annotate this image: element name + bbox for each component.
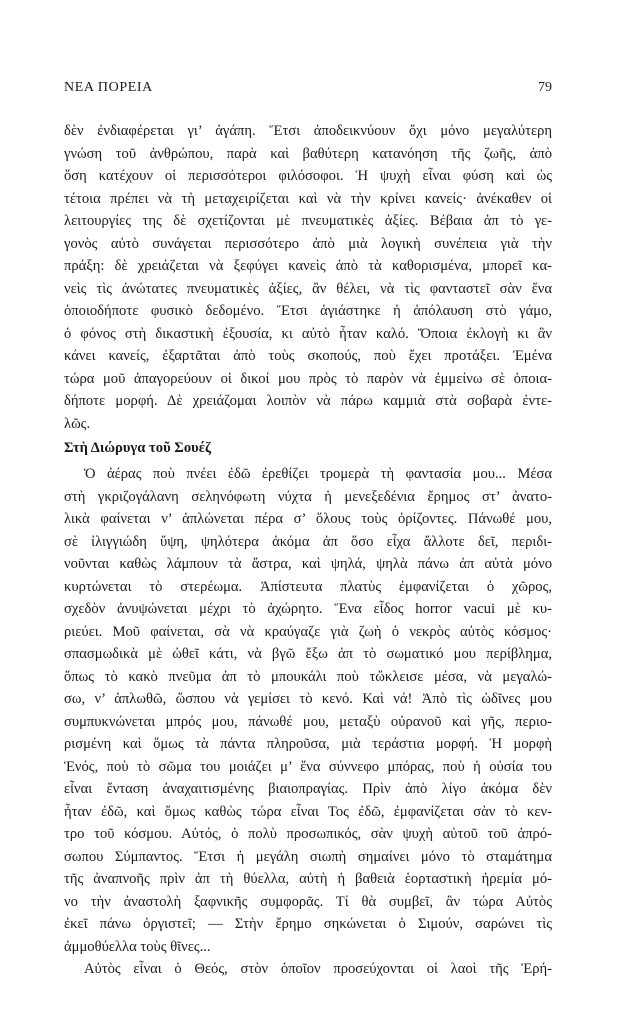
text-line: νοῦνται καθὼς λάμπουν τὰ ἄστρα, καὶ ψηλά, ψηλὰ πάνω ἀπ αὐτὰ μόνο [64,556,552,572]
text-line: τῆς ἀναπνοῆς πρὶν ἀπ τὴ θύελλα, αὐτὴ ἡ βαθειὰ ἑορταστικὴ ἠρεμία μό- [64,871,552,887]
running-title: ΝΕΑ ΠΟΡΕΙΑ [64,80,153,95]
text-line: σωπου Σύμπαντος. Ἔτσι ἡ μεγάλη σιωπὴ σημαίνει μόνο τὸ σταμάτημα [64,848,552,865]
text-line: νο τὴν ἀναστολὴ ξαφνικῆς συμφορᾶς. Τί θὰ συμβεῖ, ἂν τώρα Αὐτὸς [64,893,552,910]
text-line: ὁ φόνος στὴ δικαστικὴ ἐξουσία, κι αὐτὸ ἦταν καλό. Ὅποια ἐκλογὴ κι ἂν [64,325,552,342]
text-line: ἐκεῖ πάνω ὀργιστεῖ; — Στὴν ἔρημο σηκώνεται ὁ Σιμούν, σαρώνει τὶς [64,916,552,932]
page-number: 79 [538,80,552,95]
paragraph-2 [64,463,552,958]
text-line: ὅπως τὸ κακὸ πνεῦμα ἀπ τὸ μπουκάλι ποὺ τὤκλεισε μέσα, νὰ μεγαλώ- [64,668,552,685]
text-line: ἀμμοθύελλα τοὺς θῖνες... [64,938,211,955]
text-line: πράξη: δὲ χρειάζεται νὰ ξεφύγει κανεὶς ἀπὸ τὰ καθορισμένα, μπορεῖ κα- [64,258,552,274]
text-line: δὲν ἐνδιαφέρεται γι’ ἀγάπη. Ἔτσι ἀποδεικνύουν ὄχι μόνο μεγαλύτερη [64,123,552,139]
text-line: Ἑνός, ποὺ τὸ σῶμα του μοιάζει μ’ ἕνα σύννεφο μπόρας, ποὺ ἡ οὐσία του [64,758,552,775]
text-line: Αὐτὸς εἶναι ὁ Θεός, στὸν ὁποῖον προσεύχονται οἱ λαοὶ τῆς Ἐρή- [84,961,552,977]
paragraph-3 [64,958,552,981]
text-line: λικὰ φαίνεται ν’ ἁπλώνεται πέρα σ’ ὅλους τοὺς ὁρίζοντες. Πάνωθέ μου, [64,511,552,527]
paragraph-1 [64,120,552,435]
text-line: κάνει κανείς, ἐξαρτᾶται ἀπὸ τοὺς σκοπούς, ποὺ ἔχει προτάξει. Ἐμένα [64,348,552,364]
text-line: γονὸς αὐτὸ συνάγεται περισσότερο ἀπὸ μιὰ λογικὴ συνέπεια γιὰ τὴν [64,235,552,252]
text-line: σχεδὸν ἀνυψώνεται μέχρι τὸ ἀχώρητο. Ἕνα εἶδος horror vacui μὲ κυ- [64,601,552,617]
text-line: ἦταν ἐδῶ, καὶ ὅμως καθὼς τώρα εἶναι Τος ἐδῶ, ἐμφανίζεται σὰν τὸ κεν- [64,803,552,820]
text-line: ρισμένη καὶ ὅμως τὰ πάντα πληροῦσα, μιὰ τεράστια μορφή. Ἡ μορφὴ [64,736,552,752]
text-line: ριεύει. Μοῦ φαίνεται, σὰ νὰ κραύγαζε γιὰ ζωὴ ὁ νεκρὸς αὐτὸς κόσμος· [64,623,552,640]
text-line: τέτοια πρέπει νὰ τὴ μεταχειρίζεται καὶ νὰ τὴν κρίνει κανείς· ἀνέκαθεν οἱ [64,190,552,207]
section-heading: Στὴ Διώρυγα τοῦ Σουέζ [64,440,211,456]
text-line: λειτουργίες της δὲ σχετίζονται μὲ πνευματικὲς ἀξίες. Βέβαια ἀπ τὸ γε- [64,213,552,229]
running-header [64,80,552,100]
text-line: σὲ ἰλιγγιώδη ὕψη, ψηλότερα ἀκόμα ἀπ ὅσο εἶχα ἄλλοτε δεῖ, περιδι- [64,533,552,550]
text-line: σπασμωδικὰ μὲ ὠθεῖ κάτι, νὰ βγῶ ἔξω ἀπ τὸ σωματικό μου περίβλημα, [64,646,552,662]
text-line: ὅση κατέχουν οἱ περισσότεροι φιλόσοφοι. Ἡ ψυχὴ εἶναι φύση καὶ ὡς [64,168,552,184]
text-line: κυρτώνεται τὸ στερέωμα. Ἀπίστευτα πλατὺς ἐμφανίζεται ὁ χῶρος, [64,578,552,595]
text-line: εἶναι ἔνταση ἀναχαιτισμένης βιαιοπραγίας. Πρὶν ἀπὸ λίγο ἀκόμα δὲν [64,781,552,797]
text-line: ὁποιοδήποτε φυσικὸ δεδομένο. Ἔτσι ἁγιάστηκε ἡ ἀπόλαυση στὸ γάμο, [64,303,552,319]
text-line: στὴ γκριζογάλανη σεληνόφωτη νύχτα ἡ μενεξεδένια ἔρημος στ’ ἀνατο- [64,488,552,505]
text-line: τρο τοῦ κόσμου. Αὐτός, ὁ πολὺ προσωπικός, σὰν ψυχὴ αὐτοῦ τοῦ ἀπρό- [64,826,552,842]
text-line: λῶς. [64,415,91,432]
text-line: σω, ν’ ἁπλωθῶ, ὥσπου νὰ γεμίσει τὸ κενό. Καὶ νά! Ἀπὸ τὶς ὠδῖνες μου [64,691,552,707]
text-line: Ὁ ἀέρας ποὺ πνέει ἐδῶ ἐρεθίζει τρομερὰ τὴ φαντασία μου... Μέσα [84,466,552,482]
text-line: γνώση τοῦ ἀνθρώπου, παρὰ καὶ βαθύτερη κατανόηση τῆς ζωῆς, ἀπὸ [64,145,552,162]
text-line: τώρα μοῦ ἀπαγορεύουν οἱ δικοί μου πρὸς τὸ παρὸν νὰ ἐμμείνω σὲ ὁποια- [64,370,552,387]
text-line: νεὶς τὶς ἀνώτατες πνευματικὲς ἀξίες, ἂν θέλει, νὰ τὶς φανταστεῖ σὰν ἕνα [64,280,552,297]
text-line: συμπυκνώνεται μπρός μου, πάνωθέ μου, μεταξὺ οὐρανοῦ καὶ γῆς, περιο- [64,713,552,730]
text-line: δήποτε μορφή. Δὲ χρειάζομαι λοιπὸν νὰ πάρω καμμιὰ στὰ σοβαρὰ ἐντε- [64,393,552,409]
